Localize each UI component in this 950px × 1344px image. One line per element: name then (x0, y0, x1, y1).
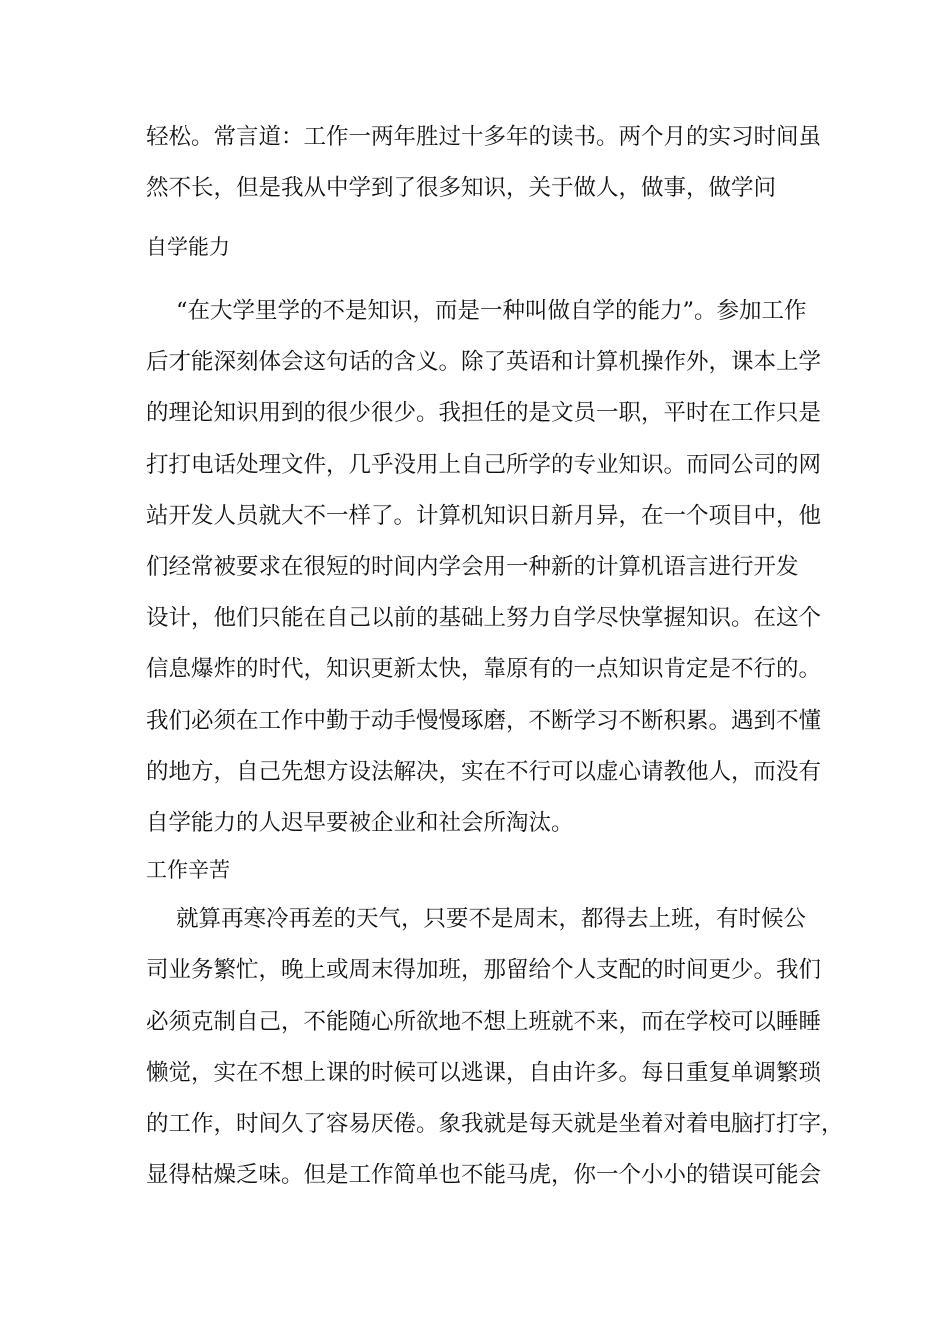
paragraph-line: 们经常被要求在很短的时间内学会用一种新的计算机语言进行开发 (146, 554, 799, 580)
paragraph-line: 懒觉，实在不想上课的时候可以逃课，自由许多。每日重复单调繁琐 (146, 1060, 822, 1086)
paragraph-line: 的工作，时间久了容易厌倦。象我就是每天就是坐着对着电脑打打字， (146, 1111, 844, 1137)
intro-line: 轻松。常言道：工作一两年胜过十多年的读书。两个月的实习时间虽 (146, 124, 822, 150)
paragraph-line: 的理论知识用到的很少很少。我担任的是文员一职，平时在工作只是 (146, 400, 822, 426)
paragraph-line: 打打电话处理文件，几乎没用上自己所学的专业知识。而同公司的网 (146, 452, 822, 478)
paragraph-line: 信息爆炸的时代，知识更新太快，靠原有的一点知识肯定是不行的。 (146, 656, 822, 682)
paragraph-line: 我们必须在工作中勤于动手慢慢琢磨，不断学习不断积累。遇到不懂 (146, 708, 822, 734)
paragraph-line: “在大学里学的不是知识，而是一种叫做自学的能力”。参加工作 (176, 298, 807, 324)
paragraph-line: 显得枯燥乏味。但是工作简单也不能马虎，你一个小小的错误可能会 (146, 1162, 822, 1188)
section-heading: 自学能力 (146, 235, 230, 259)
paragraph-line: 的地方，自己先想方设法解决，实在不行可以虚心请教他人，而没有 (146, 759, 822, 785)
paragraph-line: 自学能力的人迟早要被企业和社会所淘汰。 (146, 810, 574, 836)
paragraph-line: 设计，他们只能在自己以前的基础上努力自学尽快掌握知识。在这个 (146, 605, 822, 631)
section-heading: 工作辛苦 (146, 858, 230, 882)
intro-line: 然不长，但是我从中学到了很多知识，关于做人，做事，做学问 (146, 175, 777, 201)
paragraph-line: 就算再寒冷再差的天气，只要不是周末，都得去上班，有时候公 (176, 906, 807, 932)
paragraph-line: 站开发人员就大不一样了。计算机知识日新月异，在一个项目中，他 (146, 503, 822, 529)
paragraph-line: 后才能深刻体会这句话的含义。除了英语和计算机操作外，课本上学 (146, 349, 822, 375)
paragraph-line: 必须克制自己，不能随心所欲地不想上班就不来，而在学校可以睡睡 (146, 1009, 822, 1035)
paragraph-line: 司业务繁忙，晚上或周末得加班，那留给个人支配的时间更少。我们 (146, 957, 822, 983)
